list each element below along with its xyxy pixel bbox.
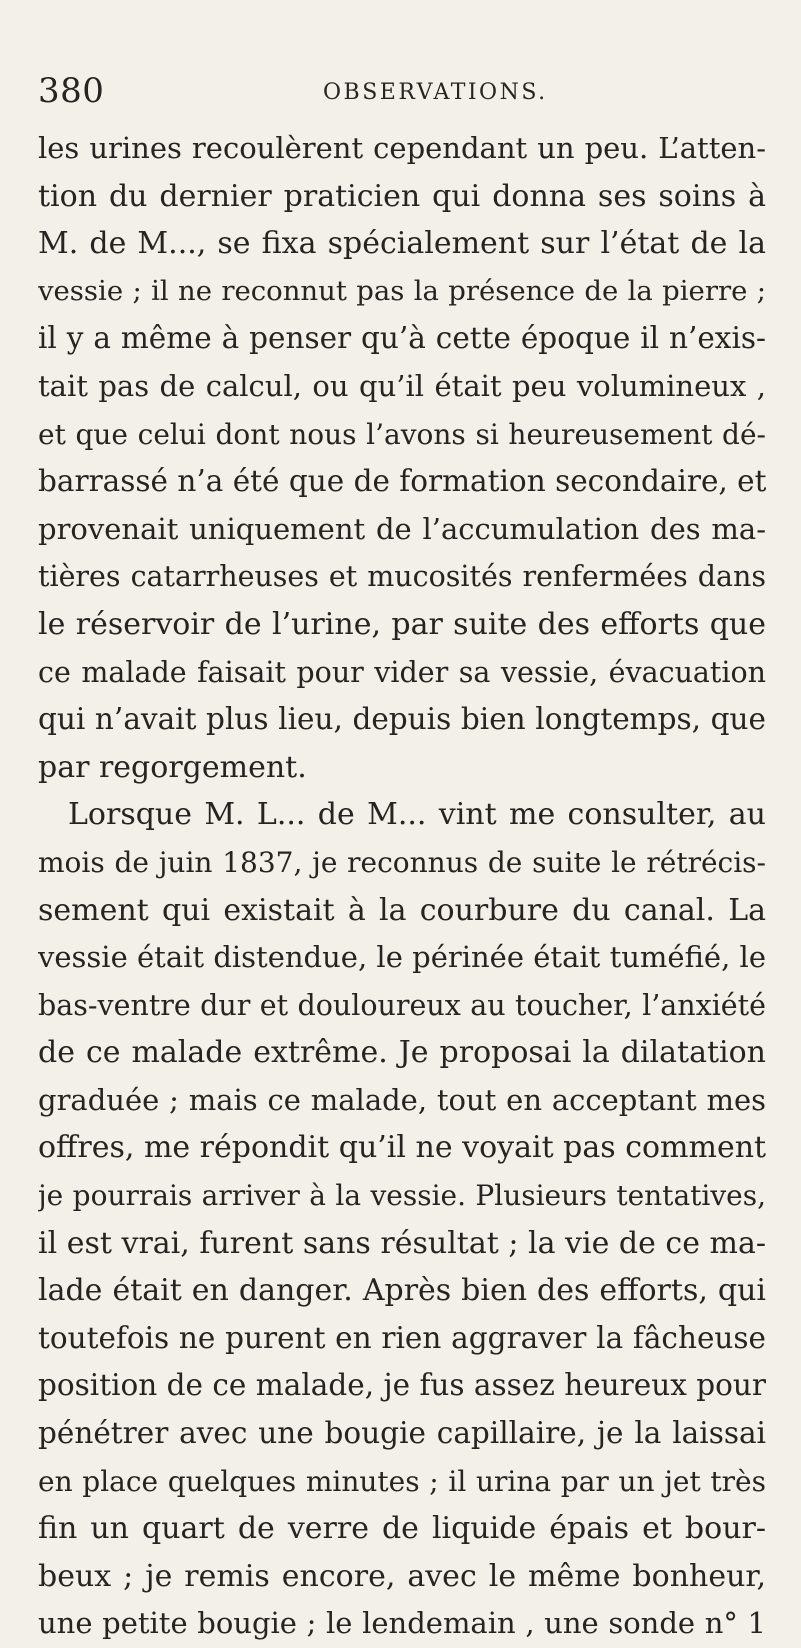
text-line: bas-ventre dur et douloureux au toucher, l’anxiété	[38, 988, 766, 1022]
text-line: ce malade faisait pour vider sa vessie, évacuation	[38, 655, 766, 689]
text-line: offres, me répondit qu’il ne voyait pas comment	[38, 1130, 766, 1166]
page-number: 380	[38, 71, 105, 111]
text-line: il est vrai, furent sans résultat ; la vie de ce ma-	[38, 1225, 766, 1261]
page-header	[38, 70, 758, 112]
text-line: tières catarrheuses et mucosités renfermées dans	[38, 560, 766, 594]
text-line: beux ; je remis encore, avec le même bonheur,	[38, 1558, 766, 1594]
text-line: vessie était distendue, le périnée était tuméfié, le	[38, 940, 766, 975]
paragraph-start-line: Lorsque M. L... de M... vint me consulter, au	[68, 797, 766, 833]
text-line: lade était en danger. Après bien des efforts, qui	[38, 1273, 766, 1309]
text-line: barrassé n’a été que de formation secondaire, et	[38, 464, 766, 499]
text-line: toutefois ne purent en rien aggraver la fâcheuse	[38, 1320, 766, 1355]
text-line: et que celui dont nous l’avons si heureusement dé-	[38, 417, 766, 451]
text-line: sement qui existait à la courbure du canal. La	[38, 892, 766, 928]
body-text	[38, 125, 766, 1648]
text-line: provenait uniquement de l’accumulation des ma-	[38, 511, 766, 546]
text-line: position de ce malade, je fus assez heureux pour	[38, 1368, 766, 1403]
text-line: M. de M..., se fixa spécialement sur l’état de la	[38, 226, 766, 262]
text-line: vessie ; il ne reconnut pas la présence de la pierre ;	[38, 274, 766, 307]
text-line: je pourrais arriver à la vessie. Plusieurs tentatives,	[38, 1179, 766, 1213]
text-line: graduée ; mais ce malade, tout en acceptant mes	[38, 1082, 766, 1117]
text-line: tion du dernier praticien qui donna ses soins à	[38, 178, 766, 214]
text-line: il y a même à penser qu’à cette époque il n’exis-	[38, 321, 766, 356]
running-head: OBSERVATIONS.	[323, 80, 548, 105]
text-line: une petite bougie ; le lendemain , une sonde n° 1	[38, 1606, 766, 1641]
text-line: le réservoir de l’urine, par suite des efforts que	[38, 606, 766, 642]
text-line: qui n’avait plus lieu, depuis bien longtemps, que	[38, 702, 766, 737]
text-line: pénétrer avec une bougie capillaire, je la laissai	[38, 1416, 766, 1451]
text-line: de ce malade extrême. Je proposai la dilatation	[38, 1035, 766, 1071]
text-line: les urines recoulèrent cependant un peu. L’atten-	[38, 131, 766, 165]
text-line: fin un quart de verre de liquide épais et bour-	[38, 1511, 766, 1547]
text-line: en place quelques minutes ; il urina par un jet très	[38, 1464, 766, 1498]
text-line: mois de juin 1837, je reconnus de suite le rétrécis-	[38, 845, 766, 879]
text-line: tait pas de calcul, ou qu’il était peu volumineux ,	[38, 368, 766, 403]
text-line: par regorgement.	[38, 749, 307, 785]
